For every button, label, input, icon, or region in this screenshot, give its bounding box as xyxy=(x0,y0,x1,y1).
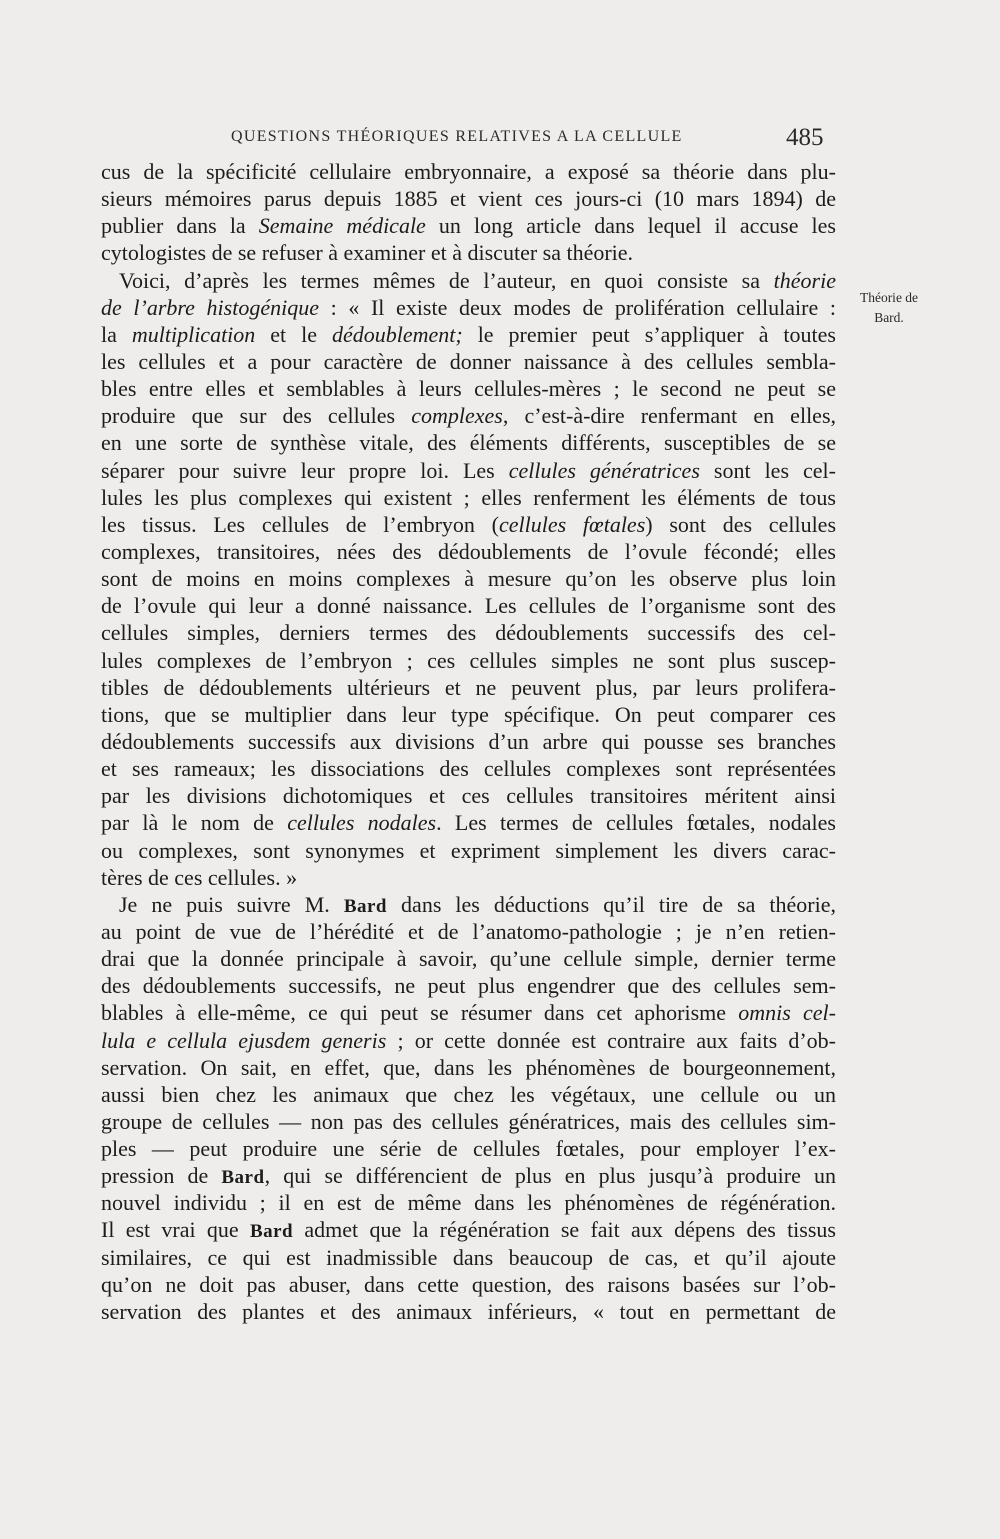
text-segment: , c’est-à-dire renfermant en elles, xyxy=(502,403,837,429)
text-line xyxy=(101,1108,836,1135)
text-segment: publier dans la xyxy=(101,213,259,239)
text-segment: ) sont des cellules xyxy=(645,511,837,537)
text-line xyxy=(101,348,836,375)
text-segment: des dédoublements successifs, ne peut plus engendrer que des cellules sem- xyxy=(101,973,836,999)
text-segment: tères de ces cellules. » xyxy=(101,864,298,890)
text-segment: bles entre elles et semblables à leurs cellules-mères ; le second ne peut se xyxy=(101,376,836,402)
running-head: QUESTIONS THÉORIQUES RELATIVES A LA CELLULE xyxy=(231,128,683,145)
text-line xyxy=(101,457,836,484)
text-line xyxy=(101,1054,836,1081)
text-line xyxy=(101,1135,836,1162)
text-line xyxy=(101,674,836,701)
text-segment: cus de la spécificité cellulaire embryonnaire, a exposé sa théorie dans plu- xyxy=(101,159,836,184)
text-segment: par là le nom de xyxy=(101,810,288,836)
text-line xyxy=(101,647,836,674)
italic-text: cellules fœtales xyxy=(498,511,646,537)
author-name: Bard xyxy=(221,1167,265,1189)
text-segment: blables à elle-même, ce qui peut se résumer dans cet aphorisme xyxy=(101,1000,739,1026)
text-segment: dans les déductions qu’il tire de sa théorie, xyxy=(387,891,836,917)
italic-text: lula e cellula ejusdem generis xyxy=(101,1027,387,1053)
text-segment: ; or cette donnée est contraire aux faits d’ob- xyxy=(386,1027,836,1053)
text-line xyxy=(101,1189,836,1216)
text-segment: Il est vrai que xyxy=(101,1217,250,1243)
text-line xyxy=(101,294,836,321)
italic-text: de l’arbre histogénique xyxy=(101,294,319,320)
text-line xyxy=(101,728,836,755)
text-line xyxy=(101,1244,836,1271)
text-segment: les cellules et a pour caractère de donner naissance à des cellules sembla- xyxy=(101,348,836,374)
text-segment: : « Il existe deux modes de prolifération cellulaire : xyxy=(318,294,836,320)
italic-text: cellules nodales xyxy=(287,810,437,836)
text-line xyxy=(101,755,836,782)
text-segment: complexes, transitoires, nées des dédoublements de l’ovule fécondé; elles xyxy=(101,538,836,564)
text-line xyxy=(101,918,836,945)
italic-text: Semaine médicale xyxy=(258,213,426,239)
text-segment: nouvel individu ; il en est de même dans les phénomènes de régénération. xyxy=(101,1190,836,1216)
text-line xyxy=(101,511,836,538)
text-line xyxy=(101,972,836,999)
text-line xyxy=(101,891,836,918)
text-segment: sieurs mémoires parus depuis 1885 et vient ces jours-ci (10 mars 1894) de xyxy=(101,186,836,212)
text-line xyxy=(101,999,836,1026)
text-segment: la xyxy=(101,321,132,347)
text-segment: séparer pour suivre leur propre loi. Les xyxy=(101,457,509,483)
text-segment: aussi bien chez les animaux que chez les végétaux, une cellule ou un xyxy=(101,1081,836,1107)
text-segment: et ses rameaux; les dissociations des cellules complexes sont représentées xyxy=(101,756,836,782)
text-line xyxy=(101,158,836,185)
italic-text: multiplication xyxy=(131,321,256,347)
text-line xyxy=(101,484,836,511)
italic-text: dédoublement; xyxy=(331,321,463,347)
text-line xyxy=(101,837,836,864)
text-line xyxy=(101,267,836,294)
text-line xyxy=(101,1216,836,1243)
text-line xyxy=(101,782,836,809)
text-segment: cellules simples, derniers termes des dédoublements successifs des cel- xyxy=(101,620,836,646)
text-line xyxy=(101,1298,836,1325)
text-segment: qu’on ne doit pas abuser, dans cette question, des raisons basées sur l’ob- xyxy=(101,1271,836,1297)
text-line xyxy=(101,185,836,212)
text-segment: servation. On sait, en effet, que, dans les phénomènes de bourgeonnement, xyxy=(101,1054,836,1080)
page-number: 485 xyxy=(786,124,824,151)
author-name: Bard xyxy=(343,895,388,917)
text-line xyxy=(101,375,836,402)
italic-text: cellules génératrices xyxy=(508,457,700,483)
text-segment: en une sorte de synthèse vitale, des éléments différents, susceptibles de se xyxy=(101,430,836,456)
text-segment: pression de xyxy=(101,1163,222,1189)
text-segment: sont de moins en moins complexes à mesure qu’on les observe plus loin xyxy=(101,566,836,592)
text-line xyxy=(101,809,836,836)
text-segment: dédoublements successifs aux divisions d’un arbre qui pousse ses branches xyxy=(101,728,836,754)
text-line xyxy=(101,619,836,646)
margin-note xyxy=(846,288,932,328)
text-segment: admet que la régénération se fait aux dépens des tissus xyxy=(293,1217,836,1243)
text-segment: de l’ovule qui leur a donné naissance. Les cellules de l’organisme sont des xyxy=(101,593,836,619)
text-line xyxy=(101,321,836,348)
text-segment: un long article dans lequel il accuse les xyxy=(425,213,836,239)
text-segment: groupe de cellules — non pas des cellules génératrices, mais des cellules sim- xyxy=(101,1108,836,1134)
text-segment: au point de vue de l’hérédité et de l’anatomo-pathologie ; je n’en retien- xyxy=(101,918,836,944)
author-name: Bard xyxy=(249,1221,294,1243)
text-line xyxy=(101,1081,836,1108)
text-line xyxy=(101,592,836,619)
text-line xyxy=(101,945,836,972)
text-line xyxy=(101,864,836,891)
text-segment: le premier peut s’appliquer à toutes xyxy=(462,321,836,347)
text-segment: tions, que se multiplier dans leur type spécifique. On peut comparer ces xyxy=(101,701,836,727)
text-line xyxy=(101,429,836,456)
italic-text: théorie xyxy=(773,267,836,293)
text-segment: . Les termes de cellules fœtales, nodales xyxy=(436,810,836,836)
text-line xyxy=(101,701,836,728)
text-line xyxy=(101,565,836,592)
text-segment: Je ne puis suivre M. xyxy=(119,891,344,917)
text-segment: par les divisions dichotomiques et ces cellules transitoires méritent ainsi xyxy=(101,783,836,809)
text-segment: lules complexes de l’embryon ; ces cellules simples ne sont plus suscep- xyxy=(101,647,836,673)
text-line xyxy=(101,1271,836,1298)
text-segment: les tissus. Les cellules de l’embryon ( xyxy=(101,511,499,537)
text-segment: et le xyxy=(255,321,332,347)
text-segment: lules les plus complexes qui existent ; elles renferment les éléments de tous xyxy=(101,484,836,510)
text-line xyxy=(101,538,836,565)
text-line xyxy=(101,1162,836,1189)
text-line xyxy=(101,1027,836,1054)
text-segment: ples — peut produire une série de cellules fœtales, pour employer l’ex- xyxy=(101,1136,836,1162)
italic-text: complexes xyxy=(411,403,503,429)
text-line xyxy=(101,402,836,429)
text-line xyxy=(101,239,836,266)
text-segment: servation des plantes et des animaux inférieurs, « tout en permettant de xyxy=(101,1298,836,1324)
text-segment: Voici, d’après les termes mêmes de l’auteur, en quoi consiste sa xyxy=(119,267,774,293)
italic-text: omnis cel- xyxy=(738,1000,836,1026)
text-segment: cytologistes de se refuser à examiner et à discuter sa théorie. xyxy=(101,240,634,266)
body-text xyxy=(101,158,836,1325)
text-segment: ou complexes, sont synonymes et expriment simplement les divers carac- xyxy=(101,837,836,863)
margin-note-line: Théorie de xyxy=(859,290,919,305)
text-segment: drai que la donnée principale à savoir, qu’une cellule simple, dernier terme xyxy=(101,946,836,972)
text-segment: tibles de dédoublements ultérieurs et ne peuvent plus, par leurs prolifera- xyxy=(101,674,836,700)
text-line xyxy=(101,212,836,239)
text-segment: similaires, ce qui est inadmissible dans beaucoup de cas, et qu’il ajoute xyxy=(101,1244,836,1270)
text-segment: , qui se différencient de plus en plus jusqu’à produire un xyxy=(264,1163,837,1189)
text-segment: sont les cel- xyxy=(699,457,836,483)
text-segment: produire que sur des cellules xyxy=(101,403,412,429)
margin-note-line: Bard. xyxy=(874,310,904,325)
